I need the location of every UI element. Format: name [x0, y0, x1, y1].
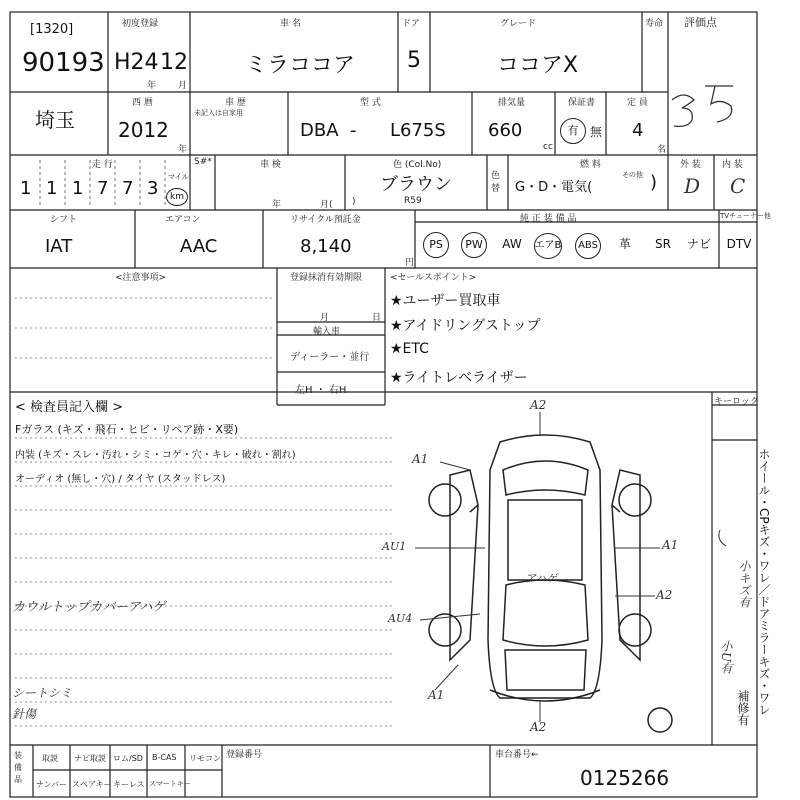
- color-label: 色 (Col.No): [393, 160, 442, 170]
- acc-navi-manual: ナビ取説: [74, 754, 106, 763]
- prefecture: 埼玉: [35, 108, 75, 132]
- recycle-fee: 8,140: [300, 236, 352, 257]
- interior-grade: C: [730, 174, 746, 198]
- shift-value: IAT: [45, 236, 73, 257]
- chassis-number: 0125266: [580, 766, 670, 790]
- door-label: ドア: [402, 19, 420, 29]
- month-unit-1: 月: [178, 81, 188, 91]
- first-reg-era: H24: [114, 50, 159, 75]
- acc-number: ナンバー: [36, 780, 68, 789]
- first-reg-label: 初度登録: [122, 19, 159, 29]
- acc-spare-key: スペアキー: [72, 780, 112, 789]
- mileage-digit-6: 3: [147, 178, 159, 199]
- import-label: 輸入車: [313, 327, 341, 337]
- recycle-label: リサイクル預託金: [290, 215, 361, 225]
- lot-label: [1320]: [30, 22, 74, 37]
- damage-mark-right-door: A1: [662, 538, 679, 552]
- side-text-small-scratch: 小キズ有: [737, 560, 751, 608]
- first-reg-month: 12: [160, 50, 188, 75]
- acc-remocon: リモコン: [189, 754, 221, 763]
- color-change-label: 色替: [491, 171, 501, 194]
- displacement: 660: [488, 120, 523, 141]
- history-note: 未記入は自家用: [194, 109, 243, 117]
- mileage-digit-3: 1: [72, 178, 84, 199]
- inspector-title: < 検査員記入欄 >: [15, 400, 124, 415]
- inspector-line-audio: オーディオ (無し・穴) / タイヤ (スタッドレス): [15, 474, 226, 485]
- warranty-label: 保証書: [568, 98, 596, 108]
- model-code-label: 型 式: [360, 98, 381, 108]
- roof-note: アハゲ: [525, 572, 558, 585]
- acc-bcas: B-CAS: [152, 753, 177, 762]
- expiry-month: 月: [320, 313, 330, 323]
- expiry-day: 日: [372, 313, 382, 323]
- color-code: R59: [404, 196, 422, 206]
- tv-label: TVチューナー他: [720, 212, 771, 220]
- chassis-label: 車台番号←: [495, 750, 539, 760]
- yen-unit: 円: [405, 258, 415, 268]
- damage-mark-left-rear: AU4: [388, 612, 413, 625]
- sales-point-1: ★ユーザー買取車: [390, 293, 501, 309]
- insp-month-close: ): [352, 197, 356, 207]
- lot-number: 90193: [22, 48, 105, 78]
- model-name-label: 車 名: [280, 19, 301, 29]
- side-text-u: 小U有: [719, 640, 733, 675]
- color-value: ブラウン: [380, 174, 452, 195]
- inspector-line-glass: Fガラス (キズ・飛石・ヒビ・リペア跡・X要): [15, 423, 239, 436]
- sales-point-4: ★ライトレベライザー: [390, 370, 528, 386]
- acc-rom-sd: ロム/SD: [113, 754, 143, 763]
- year-unit-1: 年: [147, 81, 157, 91]
- sales-point-2: ★アイドリングストップ: [390, 318, 541, 334]
- damage-mark-left-door: AU1: [382, 540, 407, 553]
- fuel-other-label: その他: [622, 171, 643, 179]
- sales-label: <セールスポイント>: [390, 273, 477, 283]
- mile-unit: マイル: [168, 173, 189, 181]
- equip-navi: ナビ: [686, 237, 711, 251]
- km-unit: km: [166, 184, 188, 206]
- equip-ps: PS: [417, 229, 455, 259]
- meter-label: S#*: [194, 157, 212, 167]
- equip-sunroof: SR: [655, 237, 671, 251]
- insp-month-unit: 月(: [320, 200, 333, 210]
- aircon-value: AAC: [180, 236, 218, 257]
- interior-label: 内 装: [722, 160, 743, 170]
- inspection-label: 車 検: [260, 160, 281, 170]
- damage-mark-left-fender: A1: [412, 452, 429, 466]
- model-code: L675S: [390, 120, 446, 141]
- warranty-yes: 有: [560, 118, 586, 144]
- capacity-label: 定 員: [627, 98, 648, 108]
- equip-pw: PW: [455, 229, 493, 259]
- insp-year-unit: 年: [272, 200, 282, 210]
- equip-abs: ABS: [569, 229, 607, 259]
- grade-label: グレード: [500, 19, 537, 29]
- equip-leather: 革: [618, 237, 631, 251]
- score-value: 3.5: [690, 130, 706, 141]
- aircon-label: エアコン: [165, 215, 201, 225]
- fuel-label: 燃 料: [580, 160, 601, 170]
- handwritten-note-scratch: 針傷: [12, 707, 37, 721]
- acc-keyless: キーレス: [113, 780, 145, 789]
- handwritten-note-cowl: カウルトップカバーアハゲ: [12, 600, 166, 615]
- mileage-digit-4: 7: [97, 178, 109, 199]
- model-name: ミラココア: [245, 53, 356, 78]
- key-lock-label: キーロック: [714, 397, 759, 407]
- side-text-repair: 補修有: [736, 690, 750, 726]
- caution-label: <注意事項>: [115, 273, 167, 283]
- year-unit-2: 年: [178, 145, 188, 155]
- model-prefix: DBA: [300, 120, 339, 141]
- mileage-digit-1: 1: [20, 178, 32, 199]
- history-label: 車 歴: [225, 98, 246, 108]
- person-unit: 名: [657, 145, 667, 155]
- grade-value: ココアX: [497, 53, 579, 78]
- cc-unit: cc: [543, 142, 553, 152]
- genuine-label: 純 正 装 備 品: [520, 214, 577, 224]
- mileage-label: 走 行: [92, 160, 113, 170]
- damage-mark-rear: A2: [530, 720, 547, 734]
- accessories-label: 装備品: [14, 751, 22, 784]
- acc-manual: 取説: [42, 754, 58, 763]
- warranty-no: 無: [590, 125, 603, 139]
- damage-mark-right-rear: A2: [656, 588, 673, 602]
- reg-no-label: 登録番号: [226, 750, 263, 760]
- dealer-option: ディーラー・並行: [290, 352, 370, 363]
- equip-airbag: エアB: [529, 229, 567, 259]
- acc-smart-key: スマートキー: [149, 780, 191, 788]
- damage-mark-left-quarter: A1: [428, 688, 445, 702]
- reg-expiry-label: 登録抹消有効期限: [290, 273, 363, 283]
- equip-aw: AW: [502, 237, 522, 251]
- fuel-close: ): [650, 172, 658, 193]
- equip-dtv: DTV: [726, 237, 752, 251]
- inspector-line-interior: 内装 (キズ・スレ・汚れ・シミ・コゲ・穴・キレ・破れ・割れ): [15, 450, 296, 461]
- side-text-main: ホイール・CPキズ・ワレ／ドアミラーキズ・ワレ: [757, 448, 771, 716]
- shift-label: シフト: [50, 215, 78, 225]
- handwritten-note-seat: シートシミ: [12, 686, 73, 700]
- lifespan-label: 寿命: [645, 19, 664, 29]
- mileage-digit-5: 7: [122, 178, 134, 199]
- displacement-label: 排気量: [498, 98, 526, 108]
- sales-point-3: ★ETC: [390, 341, 429, 357]
- fuel-value: G・D・電気(: [515, 180, 593, 195]
- exterior-label: 外 装: [680, 160, 701, 170]
- model-dash: -: [350, 120, 357, 141]
- year-ad: 2012: [118, 118, 169, 142]
- region-label: 西 暦: [132, 98, 153, 108]
- mileage-digit-2: 1: [46, 178, 58, 199]
- steering-option: 左H ・ 右H: [295, 385, 347, 396]
- score-label: 評価点: [684, 16, 717, 29]
- capacity: 4: [632, 120, 644, 141]
- damage-mark-front: A2: [530, 398, 547, 412]
- exterior-grade: D: [684, 174, 701, 198]
- door-count: 5: [407, 48, 421, 73]
